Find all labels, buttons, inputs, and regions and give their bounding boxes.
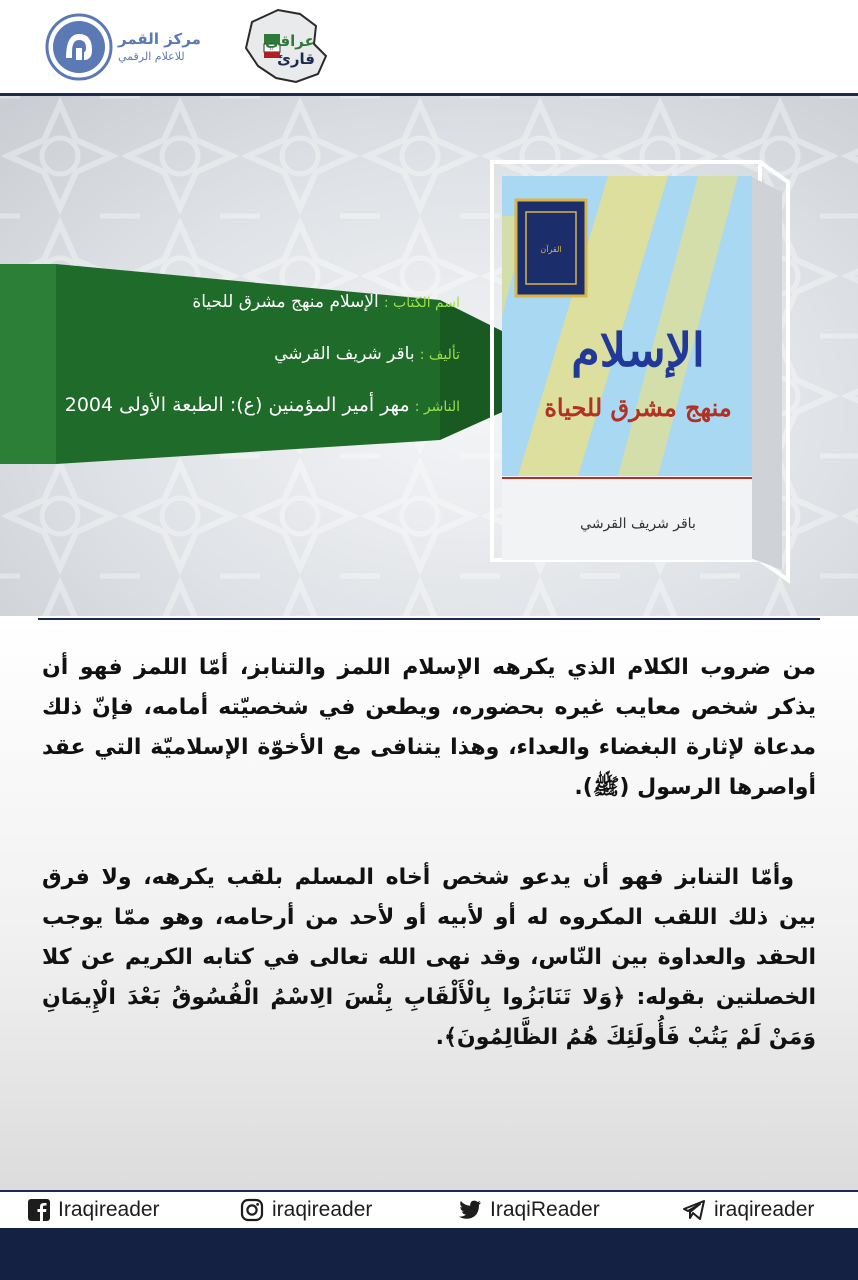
cover-emblem-text: القرآن xyxy=(540,245,562,254)
telegram-link[interactable] xyxy=(682,1192,814,1228)
instagram-icon xyxy=(240,1198,264,1222)
article-paragraph-2 xyxy=(42,858,816,1058)
twitter-handle: IraqiReader xyxy=(490,1198,600,1221)
cover-title: الإسلام xyxy=(571,323,705,377)
qamar-center-name: مركز القمر xyxy=(118,30,201,48)
reader-logo-text-2: قارئ xyxy=(277,50,315,68)
qamar-center-logo-icon xyxy=(44,12,114,82)
cover-subtitle: منهج مشرق للحياة xyxy=(544,393,732,422)
facebook-link[interactable] xyxy=(28,1192,160,1228)
article-paragraph-2-text: وأمّا التنابز فهو أن يدعو شخص أخاه المسلم بلقب يكرهه، ولا فرق بين ذلك اللقب المكروه له أو لأبيه أو لأحد من أرحامه، وهو ممّا يوجب الحقد والعداوة بين النّاس، وقد نهى الله تعالى في كتابه الكريم عن كلا الخصلتين بقوله: xyxy=(42,865,816,1010)
article-paragraph-1: من ضروب الكلام الذي يكرهه الإسلام اللمز والتنابز، أمّا اللمز فهو أن يذكر شخص معايب غيره بحضوره، ويطعن في شخصيّته أمامه، فإنّ ذلك مدعاة لإثارة البغضاء والعداء، وهذا يتنافى مع الأخوّة الإسلاميّة التي عقد أواصرها الرسول (ﷺ). xyxy=(42,655,816,800)
telegram-handle: iraqireader xyxy=(714,1198,815,1221)
quran-verse: ﴿وَلا تَنَابَزُوا بِالْأَلْقَابِ بِئْسَ الِاسْمُ الْفُسُوقُ بَعْدَ الْإِيمَانِ وَمَنْ لَمْ يَتُبْ فَأُولَئِكَ هُمُ الظَّالِمُونَ﴾. xyxy=(42,985,816,1050)
book-cover-image xyxy=(488,156,798,586)
iraqi-reader-logo-icon xyxy=(238,4,338,88)
book-title-value: الإسلام منهج مشرق للحياة xyxy=(192,292,379,312)
facebook-icon xyxy=(28,1199,50,1221)
instagram-link[interactable] xyxy=(240,1192,372,1228)
instagram-handle: iraqireader xyxy=(272,1198,373,1221)
book-title-line xyxy=(192,292,460,312)
reader-logo-text-1: عراقي xyxy=(265,32,315,50)
book-publisher-value: مهر أمير المؤمنين (ع): الطبعة الأولى 2004 xyxy=(64,394,410,416)
book-author-line xyxy=(274,344,460,364)
book-publisher-label: الناشر : xyxy=(414,399,460,415)
article-section xyxy=(0,620,858,1190)
book-publisher-line xyxy=(65,394,460,416)
twitter-link[interactable] xyxy=(458,1192,600,1228)
section-divider xyxy=(38,618,820,620)
qamar-center-subtitle: للاعلام الرقمي xyxy=(118,50,185,63)
book-author-label: تأليف : xyxy=(419,347,460,363)
header xyxy=(0,0,858,93)
twitter-icon xyxy=(458,1200,482,1220)
facebook-handle: Iraqireader xyxy=(58,1198,160,1221)
hero-section xyxy=(0,96,858,616)
cover-author: باقر شريف القرشي xyxy=(580,516,696,532)
telegram-icon xyxy=(682,1199,706,1221)
book-title-label: اسم الكتاب : xyxy=(383,295,460,311)
book-author-value: باقر شريف القرشي xyxy=(274,344,415,364)
bottom-bar xyxy=(0,1228,858,1280)
